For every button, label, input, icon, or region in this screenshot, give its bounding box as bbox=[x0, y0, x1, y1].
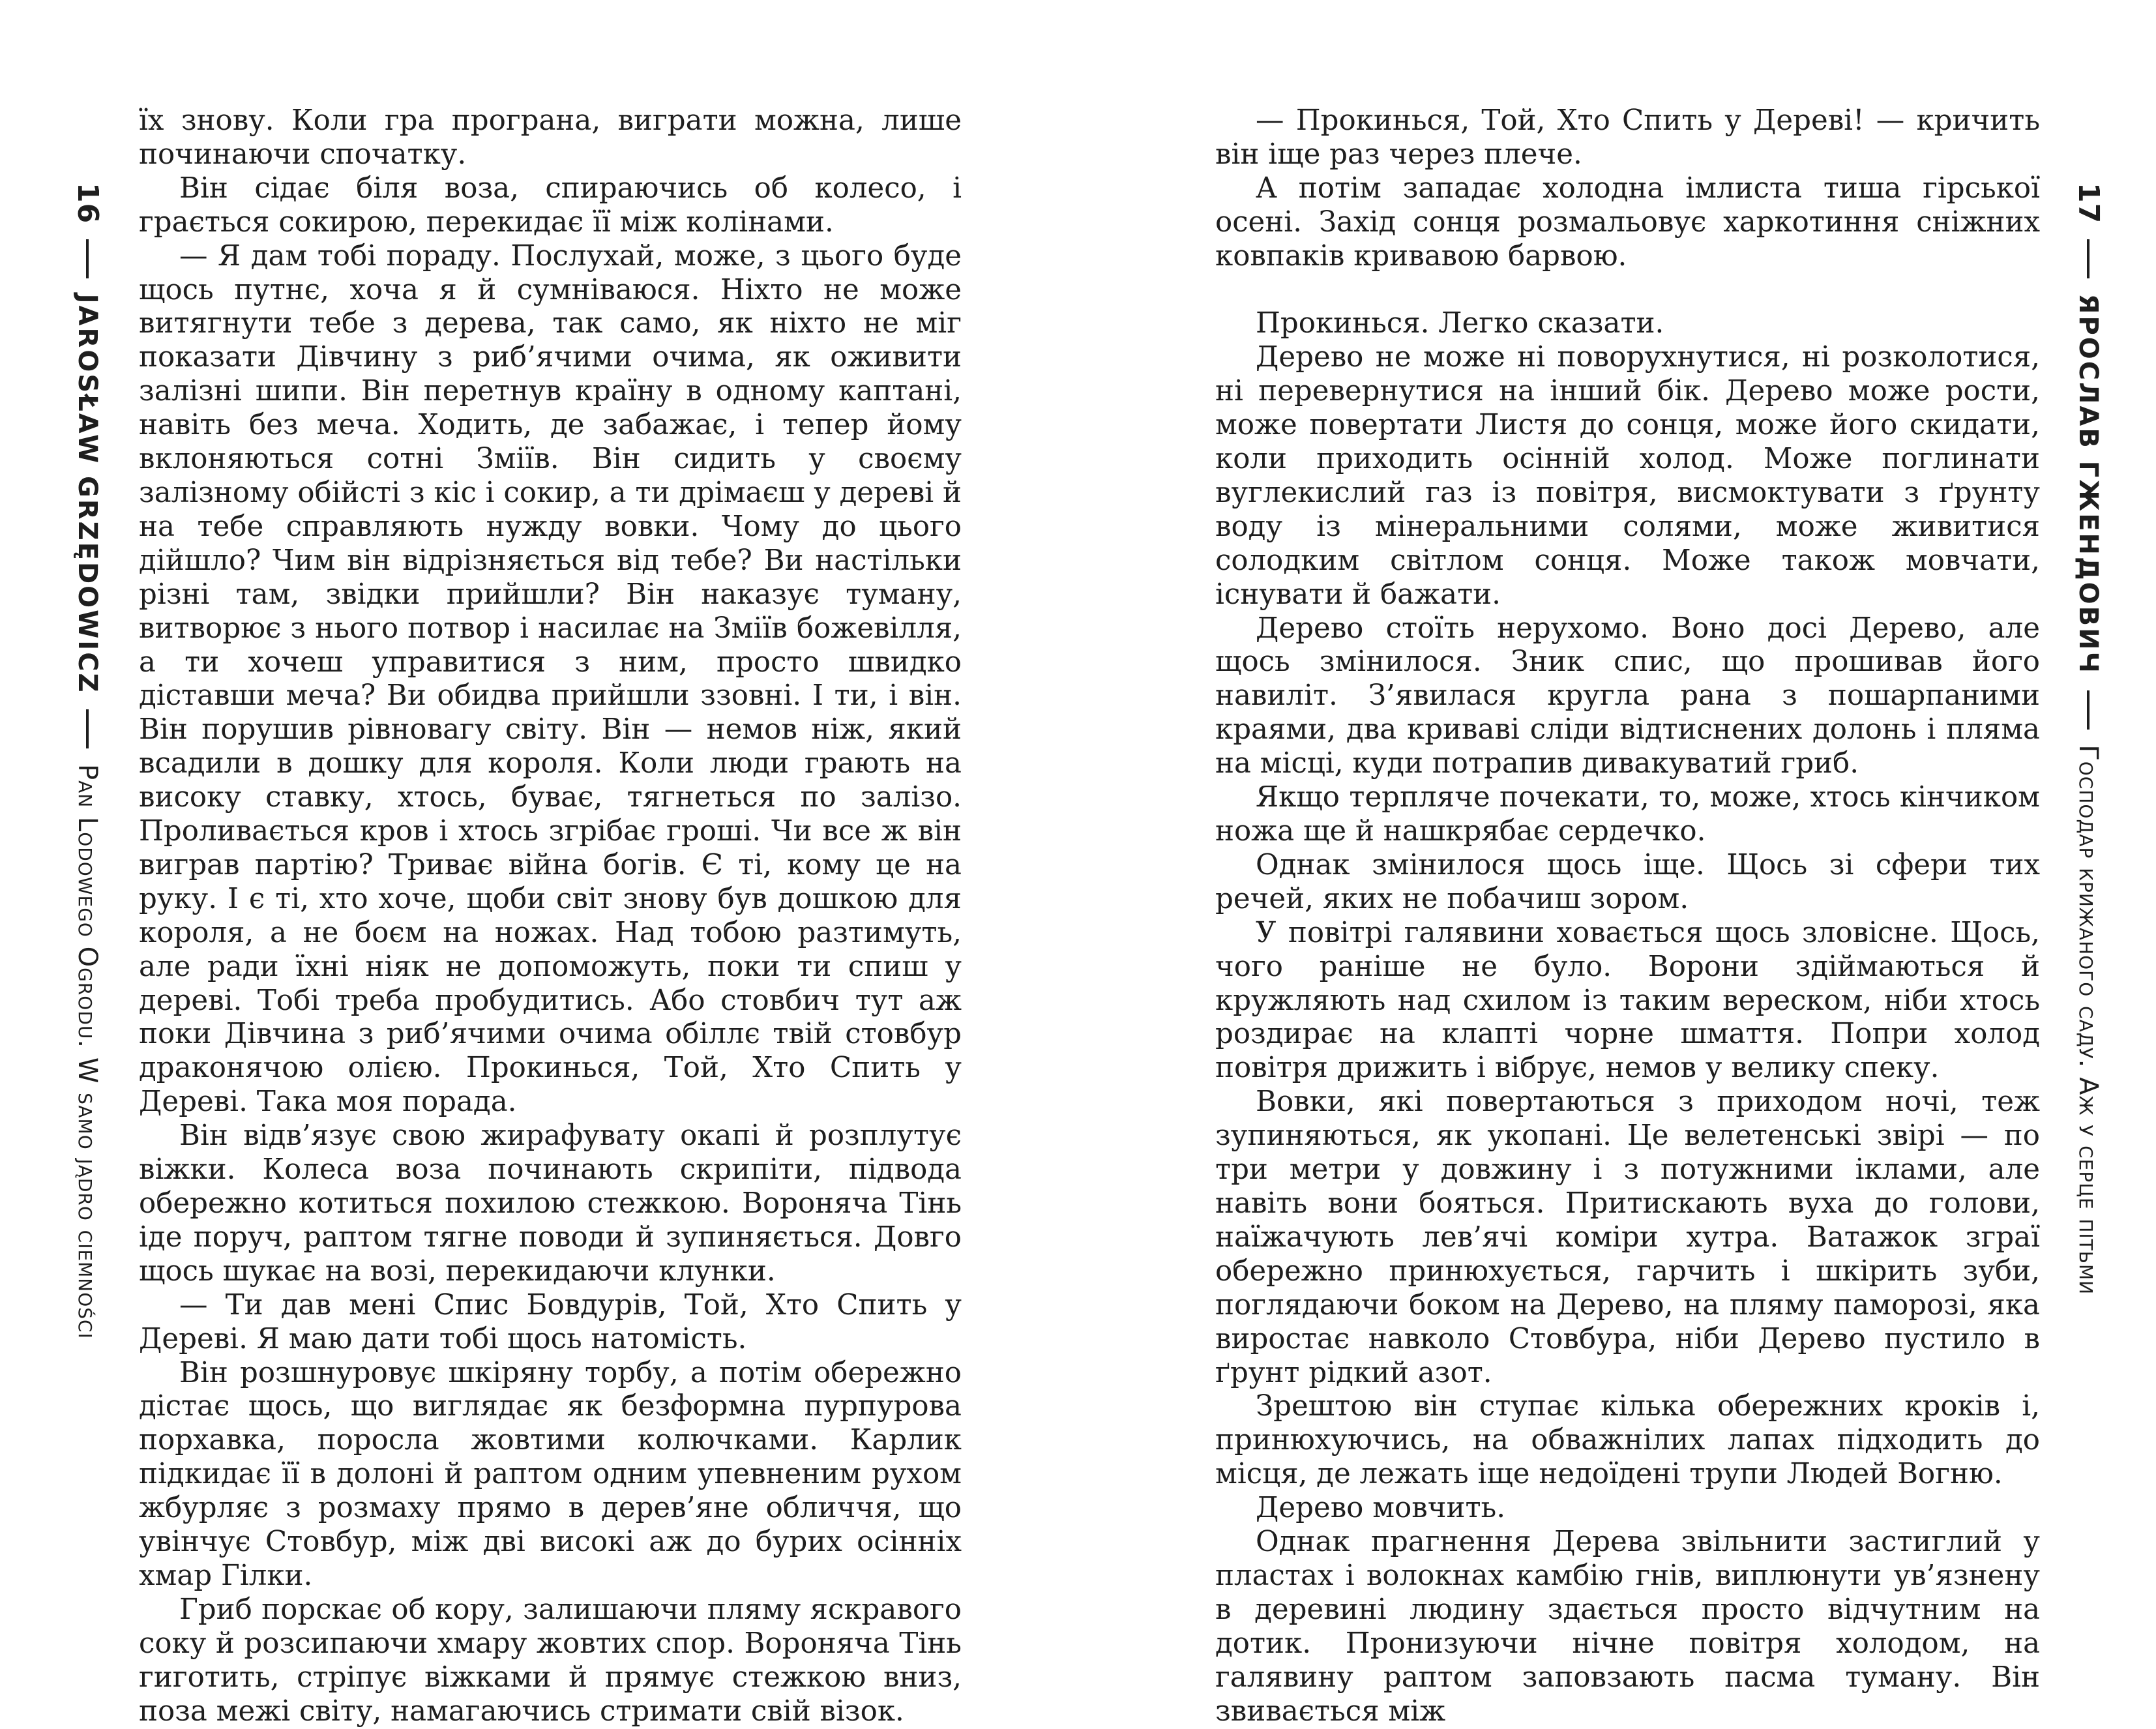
paragraph: — Ти дав мені Спис Бовдурів, Той, Хто Спить у Дереві. Я маю дати тобі щось натомість. bbox=[139, 1288, 962, 1355]
paragraph: У повітрі галявини ховається щось зловісне. Щось, чого раніше не було. Ворони здіймаються й кружляють над схилом із таким вереском, ніби хтось роздирає на клапті чорне шмаття. Попри холод повітря дрижить і вібрує, немов у велику спеку. bbox=[1215, 916, 2040, 1085]
right-running-head bbox=[2066, 183, 2105, 1295]
paragraph: — Прокинься, Той, Хто Спить у Дереві! — кричить він іще раз через плече. bbox=[1215, 104, 2040, 171]
paragraph: Прокинься. Легко сказати. bbox=[1256, 307, 1664, 340]
paragraph: Він розшнуровує шкіряну торбу, а потім обережно дістає щось, що виглядає як безформна пурпурова порхавка, поросла жовтими колючками. Карлик підкидає її в долоні й раптом одним упевненим рухом жбурляє з розмаху прямо в дерев’яне обличчя, що увінчує Стовбур, між дві високі аж до бурих осінніх хмар Гілки. bbox=[139, 1356, 962, 1592]
right-folio: 17 bbox=[2072, 183, 2105, 224]
left-running-head-divider bbox=[86, 239, 89, 278]
paragraph: Однак змінилося щось іще. Щось зі сфери тих речей, яких не побачиш зором. bbox=[1215, 848, 2040, 915]
paragraph: Вовки, які повертаються з приходом ночі, теж зупиняються, як укопані. Це велетенські звірі — по три метри у довжину і з потужними іклами, але навіть вони бояться. Притискають вуха до голови, наїжачують лев’ячі коміри хутра. Ватажок зграї обережно принюхується, гарчить і шкірить зуби, поглядаючи боком на Дерево, на пляму паморозі, яка виростає навколо Стовбура, ніби Дерево пустило в ґрунт рідкий азот. bbox=[1215, 1086, 2040, 1389]
left-running-head-divider-2 bbox=[86, 709, 89, 748]
paragraph: Дерево не може ні поворухнутися, ні розколотися, ні перевернутися на інший бік. Дерево може рости, може повертати Листя до сонця, може його скидати, коли приходить осінній холод. Може поглинати вуглекислий газ із повітря, висмоктувати з ґрунту воду із мінеральними солями, може живитися солодким світлом сонця. Може також мовчати, існувати й бажати. bbox=[1215, 341, 2040, 611]
paragraph: їх знову. Коли гра програна, виграти можна, лише починаючи спочатку. bbox=[139, 104, 962, 171]
right-book-title: Господар крижаного саду. Аж у серце пітьми bbox=[2073, 745, 2103, 1295]
left-author-name: JAROSŁAW GRZĘDOWICZ bbox=[72, 293, 102, 694]
paragraph: Однак прагнення Дерева звільнити застиглий у пластах і волокнах камбію гнів, виплюнути ув’язнену в деревині людину здається просто відчутним на дотик. Пронизуючи нічне повітря холодом, на галявину раптом заповзають пасма туману. Він звивається між bbox=[1215, 1526, 2040, 1728]
right-author-name: ЯРОСЛАВ ГЖЕНДОВИЧ bbox=[2073, 293, 2103, 675]
paragraph: А потім западає холодна імлиста тиша гірської осені. Захід сонця розмальовує харкотиння сніжних ковпаків кривавою барвою. bbox=[1215, 171, 2040, 273]
paragraph: Гриб порскає об кору, залишаючи пляму яскравого соку й розсипаючи хмару жовтих спор. Вороняча Тінь гиготить, стріпує віжками й прямує стежкою вниз, поза межі світу, намагаючись стримати свій візок. bbox=[139, 1593, 962, 1728]
right-page bbox=[1078, 0, 2156, 1728]
right-body-text bbox=[1215, 104, 2040, 1728]
right-running-head-divider-2 bbox=[2087, 690, 2090, 730]
paragraph: Зрештою він ступає кілька обережних кроків і, принюхуючись, на обважнілих лапах підходить до місця, де лежать іще недоїдені трупи Людей Вогню. bbox=[1215, 1390, 2040, 1491]
paragraph: — Я дам тобі пораду. Послухай, може, з цього буде щось путнє, хоча я й сумніваюся. Ніхто не може витягнути тебе з дерева, так само, як ніхто не міг показати Дівчину з риб’ячими очима, як оживити залізні шипи. Він перетнув країну в одному каптані, навіть без меча. Ходить, де забажає, і тепер йому вклоняються сотні Зміїв. Він сидить у своєму залізному обійсті з кіс і сокир, а ти дрімаєш у дереві й на тебе справляють нужду вовки. Чому до цього дійшло? Чим він відрізняється від тебе? Ви настільки різні там, звідки прийшли? Він наказує туману, витворює з нього потвор і насилає на Зміїв божевілля, а ти хочеш управитися з ним, просто швидко діставши меча? Ви обидва прийшли ззовні. І ти, і він. Він порушив рівновагу світу. Він — немов ніж, який всадили в дошку для короля. Коли люди грають на високу ставку, хтось, буває, тягнеться по залізо. Проливається кров і хтось згрібає гроші. Чи все ж він виграв партію? Триває війна богів. Є ті, кому це на руку. І є ті, хто хоче, щоби світ знову був дошкою для короля, а не боєм на ножах. Над тобою разтимуть, але ради їхні ніяк не допоможуть, поки ти спиш у дереві. Тобі треба пробудитись. Або стовбич тут аж поки Дівчина з риб’ячими очима обіллє твій стовбур драконячою олією. Прокинься, Той, Хто Спить у Дереві. Така моя порада. bbox=[139, 239, 962, 1119]
paragraph: Дерево мовчить. bbox=[1256, 1492, 1506, 1525]
left-book-title: Pan Lodowego Ogrodu. W samo jądro ciemności bbox=[72, 763, 102, 1339]
paragraph: Якщо терпляче почекати, то, може, хтось кінчиком ножа ще й нашкрябає сердечко. bbox=[1215, 781, 2040, 848]
left-body-text bbox=[139, 104, 962, 1729]
paragraph: Він сідає біля воза, спираючись об колесо, і грається сокирою, перекидає її між колінами. bbox=[139, 171, 962, 239]
paragraph: Він відв’язує свою жирафувату окапі й розплутує віжки. Колеса воза починають скрипіти, підвода обережно котиться похилою стежкою. Вороняча Тінь іде поруч, раптом тягне поводи й зупиняється. Довго щось шукає на возі, перекидаючи клунки. bbox=[139, 1119, 962, 1288]
right-running-head-divider bbox=[2087, 239, 2090, 278]
paragraph: Дерево стоїть нерухомо. Воно досі Дерево, але щось змінилося. Зник спис, що прошивав його навиліт. З’явилася кругла рана з пошарпаними краями, два криваві сліди відтиснених долонь і пляма на місці, куди потрапив дивакуватий гриб. bbox=[1215, 612, 2040, 780]
left-page bbox=[0, 0, 1078, 1728]
left-folio: 16 bbox=[71, 183, 104, 224]
left-running-head bbox=[65, 183, 104, 1339]
